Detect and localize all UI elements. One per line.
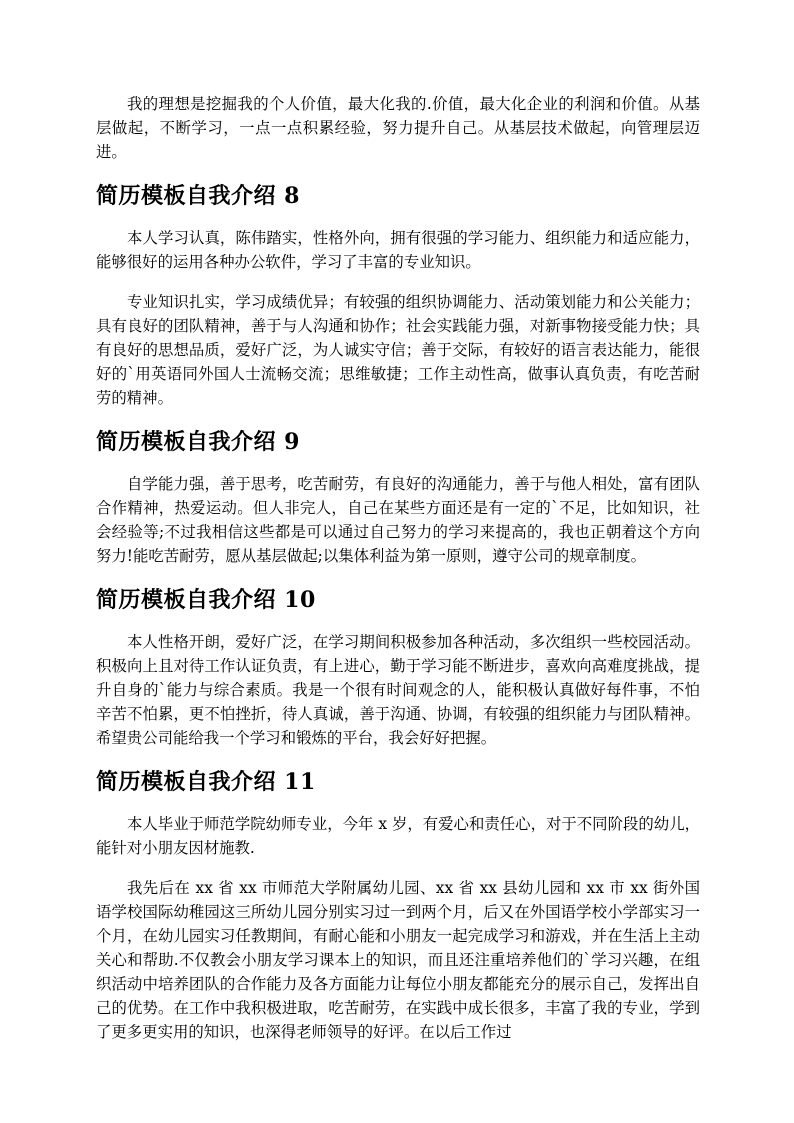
section-9 xyxy=(96,426,700,568)
document-page xyxy=(96,92,700,1060)
section-8 xyxy=(96,180,700,410)
section-paragraph: 专业知识扎实，学习成绩优异；有较强的组织协调能力、活动策划能力和公关能力；具有良好的团队精神，善于与人沟通和协作；社会实践能力强，对新事物接受能力快；具有良好的思想品质，爱好广泛，为人诚实守信；善于交际，有较好的语言表达能力，能很好的`用英语同外国人士流畅交流；思维敏捷；工作主动性高，做事认真负责，有吃苦耐劳的精神。 xyxy=(96,293,700,407)
section-paragraph: 本人性格开朗，爱好广泛，在学习期间积极参加各种活动，多次组织一些校园活动。积极向上且对待工作认证负责，有上进心，勤于学习能不断进步，喜欢向高难度挑战，提升自身的`能力与综合素质。我是一个很有时间观念的人，能积极认真做好每件事，不怕辛苦不怕累，更不怕挫折，待人真诚，善于沟通、协调，有较强的组织能力与团队精神。希望贵公司能给我一个学习和锻炼的平台，我会好好把握。 xyxy=(96,633,700,747)
section-paragraph: 本人毕业于师范学院幼师专业，今年 x 岁，有爱心和责任心，对于不同阶段的幼儿，能针对小朋友因材施教. xyxy=(96,815,700,857)
intro-paragraph: 我的理想是挖掘我的个人价值，最大化我的.价值，最大化企业的利润和价值。从基层做起，不断学习，一点一点积累经验，努力提升自己。从基层技术做起，向管理层迈进。 xyxy=(96,95,700,161)
section-11 xyxy=(96,766,700,1044)
section-paragraph: 我先后在 xx 省 xx 市师范大学附属幼儿园、xx 省 xx 县幼儿园和 xx 市 xx 街外国语学校国际幼稚园这三所幼儿园分别实习过一到两个月，后又在外国语学校小学部实习一个月，在幼儿园实习任教期间，有耐心能和小朋友一起完成学习和游戏，并在生活上主动关心和帮助.不仅教会小朋友学习课本上的知识，而且还注重培养他们的`学习兴趣，在组织活动中培养团队的合作能力及各方面能力让每位小朋友都能充分的展示自己，发挥出自己的优势。在工作中我积极进取，吃苦耐劳，在实践中成长很多，丰富了我的专业，学到了更多更实用的知识，也深得老师领导的好评。在以后工作过 xyxy=(96,879,700,1041)
section-10 xyxy=(96,584,700,750)
section-paragraph: 本人学习认真，陈伟踏实，性格外向，拥有很强的学习能力、组织能力和适应能力，能够很好的运用各种办公软件，学习了丰富的专业知识。 xyxy=(96,229,700,271)
section-heading: 简历模板自我介绍 10 xyxy=(96,587,316,613)
section-heading: 简历模板自我介绍 9 xyxy=(96,429,300,455)
section-heading: 简历模板自我介绍 8 xyxy=(96,183,300,209)
section-heading: 简历模板自我介绍 11 xyxy=(96,769,316,795)
section-paragraph: 自学能力强，善于思考，吃苦耐劳，有良好的沟通能力，善于与他人相处，富有团队合作精神，热爱运动。但人非完人，自己在某些方面还是有一定的`不足，比如知识，社会经验等;不过我相信这些都是可以通过自己努力的学习来提高的，我也正朝着这个方向努力!能吃苦耐劳，愿从基层做起;以集体利益为第一原则，遵守公司的规章制度。 xyxy=(96,475,700,565)
